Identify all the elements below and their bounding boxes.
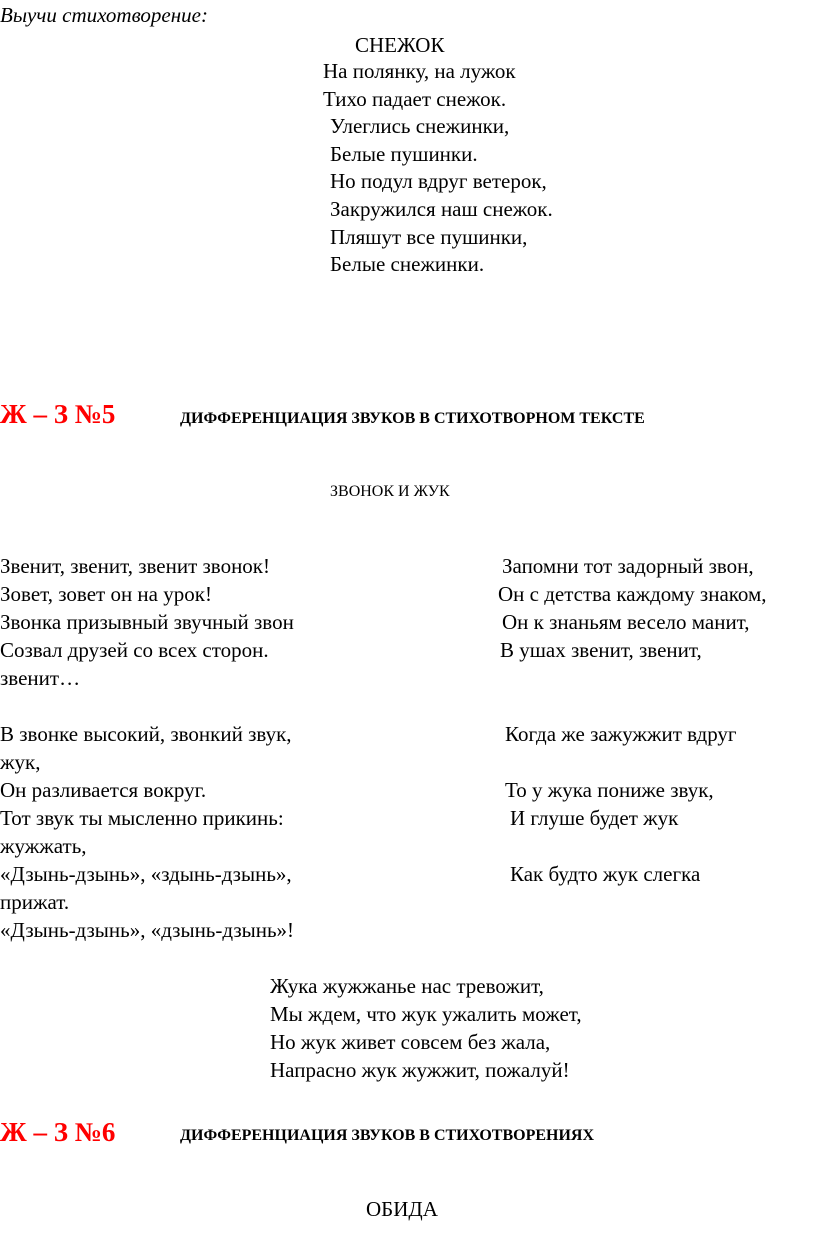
poem-line: Звонка призывный звучный звон — [0, 610, 294, 634]
section-title-5: ДИФФЕРЕНЦИАЦИЯ ЗВУКОВ В СТИХОТВОРНОМ ТЕКСТЕ — [180, 410, 645, 427]
poem-line: жужжать, — [0, 834, 87, 858]
poem-title-obida: ОБИДА — [366, 1197, 438, 1221]
instruction-text: Выучи стихотворение: — [0, 3, 208, 27]
poem-line: Запомни тот задорный звон, — [502, 554, 754, 578]
poem-line: Жука жужжанье нас тревожит, — [270, 974, 544, 998]
poem-zvonok-right-column — [0, 552, 767, 944]
poem-line — [510, 888, 767, 916]
poem-line: Пляшут все пушинки, — [330, 224, 528, 249]
poem-title-zvonok: ЗВОНОК И ЖУК — [330, 483, 450, 500]
poem-line: Он с детства каждому знаком, — [498, 582, 767, 606]
section-number-6: Ж – З №6 — [0, 1117, 116, 1147]
poem-line: На полянку, на лужок — [323, 59, 516, 83]
poem-line: Мы ждем, что жук ужалить может, — [270, 1002, 582, 1026]
poem-line: Тихо падает снежок. — [323, 86, 507, 111]
poem-line: звенит… — [0, 666, 81, 690]
poem-line — [510, 832, 767, 860]
poem-line: Закружился наш снежок. — [330, 196, 553, 221]
poem-line: То у жука пониже звук, — [505, 778, 714, 802]
section-number-5: Ж – З №5 — [0, 399, 116, 429]
poem-line: Он разливается вокруг. — [0, 778, 207, 802]
poem-line: В звонке высокий, звонкий звук, — [0, 722, 292, 746]
poem-line: прижат. — [0, 890, 70, 914]
poem-line: Он к знаньям весело манит, — [502, 610, 750, 634]
poem-line: Тот звук ты мысленно прикинь: — [0, 806, 284, 830]
section-title-6: ДИФФЕРЕНЦИАЦИЯ ЗВУКОВ В СТИХОТВОРЕНИЯХ — [180, 1127, 595, 1144]
poem-line — [510, 916, 767, 944]
poem-title-snezhok: СНЕЖОК — [355, 33, 445, 57]
poem-line: И глуше будет жук — [510, 806, 679, 830]
poem-line: «Дзынь-дзынь», «дзынь-дзынь»! — [0, 918, 295, 942]
poem-line — [500, 664, 767, 692]
poem-line: Как будто жук слегка — [510, 862, 701, 886]
poem-snezhok-lines — [0, 58, 553, 279]
poem-line: Зовет, зовет он на урок! — [0, 582, 212, 606]
poem-line: Звенит, звенит, звенит звонок! — [0, 554, 271, 578]
poem-line — [500, 692, 767, 720]
poem-line: В ушах звенит, звенит, — [500, 638, 702, 662]
poem-line: Но жук живет совсем без жала, — [270, 1030, 551, 1054]
poem-line: жук, — [0, 750, 41, 774]
poem-zvonok-ending — [270, 972, 582, 1084]
poem-line: Напрасно жук жужжит, пожалуй! — [270, 1058, 570, 1082]
poem-line: Улеглись снежинки, — [330, 114, 510, 139]
poem-line: «Дзынь-дзынь», «здынь-дзынь», — [0, 862, 292, 886]
poem-line: Белые снежинки. — [330, 252, 485, 277]
poem-line: Белые пушинки. — [330, 141, 478, 166]
poem-line: Когда же зажужжит вдруг — [505, 722, 737, 746]
poem-line — [505, 748, 767, 776]
poem-line: Созвал друзей со всех сторон. — [0, 638, 269, 662]
poem-line: Но подул вдруг ветерок, — [330, 169, 547, 194]
